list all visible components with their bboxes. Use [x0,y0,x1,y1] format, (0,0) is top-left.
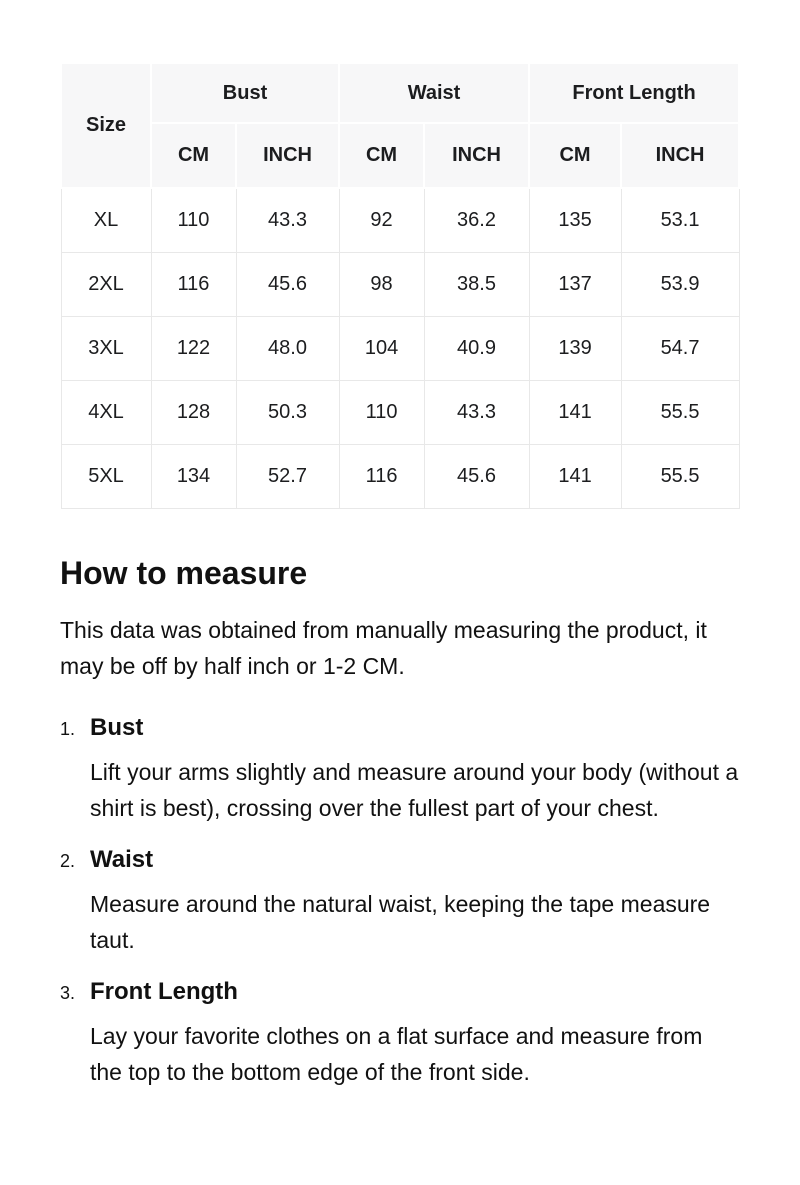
step-number: 3. [60,982,76,1003]
table-row [61,253,739,317]
value-cell: 104 [339,317,424,381]
value-cell: 50.3 [236,381,339,445]
measure-step-bust [60,714,740,826]
size-cell: XL [61,188,151,253]
step-header [60,714,740,742]
unit-header-waist-inch: INCH [424,123,529,188]
column-header-waist: Waist [339,63,529,123]
step-header [60,846,740,874]
value-cell: 38.5 [424,253,529,317]
value-cell: 98 [339,253,424,317]
value-cell: 48.0 [236,317,339,381]
value-cell: 92 [339,188,424,253]
value-cell: 55.5 [621,445,739,509]
value-cell: 134 [151,445,236,509]
step-header [60,978,740,1006]
value-cell: 141 [529,381,621,445]
unit-header-bust-cm: CM [151,123,236,188]
value-cell: 55.5 [621,381,739,445]
column-header-front-length: Front Length [529,63,739,123]
step-title: Waist [90,845,154,873]
table-row [61,381,739,445]
value-cell: 135 [529,188,621,253]
table-row [61,188,739,253]
unit-header-bust-inch: INCH [236,123,339,188]
measure-steps-list [60,714,740,1090]
value-cell: 128 [151,381,236,445]
value-cell: 40.9 [424,317,529,381]
value-cell: 110 [339,381,424,445]
column-header-size: Size [61,63,151,188]
size-chart-table [60,62,740,509]
size-cell: 4XL [61,381,151,445]
value-cell: 52.7 [236,445,339,509]
step-number: 2. [60,850,76,871]
table-row [61,317,739,381]
step-description: Lift your arms slightly and measure around your body (without a shirt is best), crossing over the fullest part of your chest. [90,758,739,821]
step-title: Front Length [90,977,238,1005]
value-cell: 43.3 [236,188,339,253]
value-cell: 110 [151,188,236,253]
table-header-units [61,123,739,188]
measure-step-waist [60,846,740,958]
unit-header-waist-cm: CM [339,123,424,188]
table-header-groups [61,63,739,123]
size-cell: 2XL [61,253,151,317]
unit-header-front-length-cm: CM [529,123,621,188]
value-cell: 116 [339,445,424,509]
column-header-bust: Bust [151,63,339,123]
size-cell: 5XL [61,445,151,509]
value-cell: 53.1 [621,188,739,253]
value-cell: 53.9 [621,253,739,317]
size-cell: 3XL [61,317,151,381]
step-title: Bust [90,713,144,741]
how-to-measure-heading: How to measure [60,555,308,591]
value-cell: 45.6 [236,253,339,317]
measure-step-front-length [60,978,740,1090]
value-cell: 116 [151,253,236,317]
value-cell: 43.3 [424,381,529,445]
value-cell: 36.2 [424,188,529,253]
unit-header-front-length-inch: INCH [621,123,739,188]
step-description: Measure around the natural waist, keeping the tape measure taut. [90,890,711,953]
value-cell: 122 [151,317,236,381]
value-cell: 137 [529,253,621,317]
table-row [61,445,739,509]
step-number: 1. [60,718,76,739]
value-cell: 139 [529,317,621,381]
value-cell: 141 [529,445,621,509]
how-to-measure-intro: This data was obtained from manually measuring the product, it may be off by half inch or 1-2 CM. [60,616,707,679]
step-description: Lay your favorite clothes on a flat surface and measure from the top to the bottom edge of the front side. [90,1022,703,1085]
value-cell: 45.6 [424,445,529,509]
value-cell: 54.7 [621,317,739,381]
